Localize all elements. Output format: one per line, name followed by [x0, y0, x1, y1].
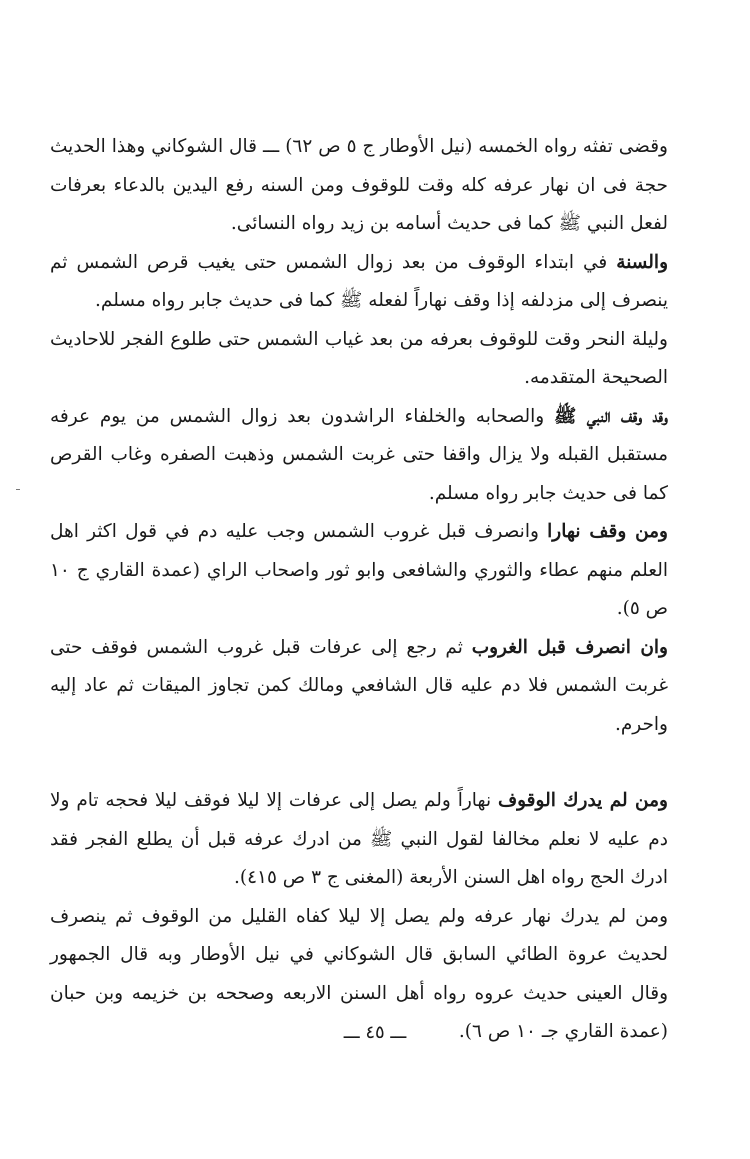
- paragraph-7-text: نهاراً ولم يصل إلى عرفات إلا ليلا فوقف ليلا فحجه تام ولا دم عليه لا نعلم مخالفا لقول النبي ﷺ من ادرك عرفه قبل أن يطلع الفجر فقد ادرك الحج رواه اهل السنن الأربعة (المغنى ج ٣ ص ٤١٥).: [50, 790, 668, 888]
- paragraph-7: [50, 782, 668, 898]
- paragraph-5-text: وانصرف قبل غروب الشمس وجب عليه دم في قول اكثر اهل العلم منهم عطاء والثوري والشافعى وابو ثور واصحاب الراي (عمدة القاري ج ١٠ ص ٥).: [50, 521, 668, 619]
- paragraph-6-text: ثم رجع إلى عرفات قبل غروب الشمس فوقف حتى غربت الشمس فلا دم عليه قال الشافعي ومالك كمن تجاوز الميقات ثم عاد إليه واحرم.: [50, 636, 668, 735]
- page-body: [50, 128, 668, 1052]
- paragraph-4: [50, 398, 668, 514]
- paragraph-7-lead: ومن لم يدرك الوقوف: [497, 790, 668, 811]
- paragraph-5-lead: ومن وقف نهارا: [547, 521, 668, 542]
- paragraph-2-lead: والسنة: [616, 251, 668, 273]
- paragraph-3: [50, 321, 668, 398]
- paragraph-gap: [50, 744, 668, 782]
- paragraph-3-text: وليلة النحر وقت للوقوف بعرفه من بعد غياب الشمس حتى طلوع الفجر للاحاديث الصحيحة المتقدمه.: [50, 328, 668, 388]
- paragraph-4-lead: وقد وقف النبي ﷺ: [554, 405, 668, 427]
- paragraph-5: [50, 513, 668, 629]
- paragraph-6-lead: وان انصرف قبل الغروب: [471, 636, 668, 658]
- paragraph-8-text: ومن لم يدرك نهار عرفه ولم يصل إلا ليلا كفاه القليل من الوقوف ثم ينصرف لحديث عروة الطائي السابق قال الشوكاني في نيل الأوطار وبه قال الجمهور وقال العينى حديث عروه رواه أهل السنن الاربعه وصححه بن خزيمه وبن حبان (عمدة القاري جـ ١٠ ص ٦).: [50, 905, 668, 1042]
- paragraph-1: [50, 128, 668, 244]
- paragraph-2: [50, 244, 668, 321]
- paragraph-2-text: في ابتداء الوقوف من بعد زوال الشمس حتى يغيب قرص الشمس ثم ينصرف إلى مزدلفه إذا وقف نهاراً لفعله ﷺ كما فى حديث جابر رواه مسلم.: [50, 251, 668, 311]
- paragraph-4-text: والصحابه والخلفاء الراشدون بعد زوال الشمس من يوم عرفه مستقبل القبله ولا يزال واقفا حتى غربت الشمس وذهبت الصفره وغاب القرص كما فى حديث جابر رواه مسلم.: [50, 405, 668, 504]
- paragraph-1-text: وقضى تفثه رواه الخمسه (نيل الأوطار ج ٥ ص ٦٢) ـــ قال الشوكاني وهذا الحديث حجة فى ان نهار عرفه كله وقت للوقوف ومن السنه رفع اليدين بالدعاء بعرفات لفعل النبي ﷺ كما فى حديث أسامه بن زيد رواه النسائى.: [50, 136, 668, 234]
- page-number: ـــ ٤٥ ـــ: [343, 1022, 407, 1043]
- paragraph-6: [50, 629, 668, 745]
- scan-mark: [16, 489, 20, 490]
